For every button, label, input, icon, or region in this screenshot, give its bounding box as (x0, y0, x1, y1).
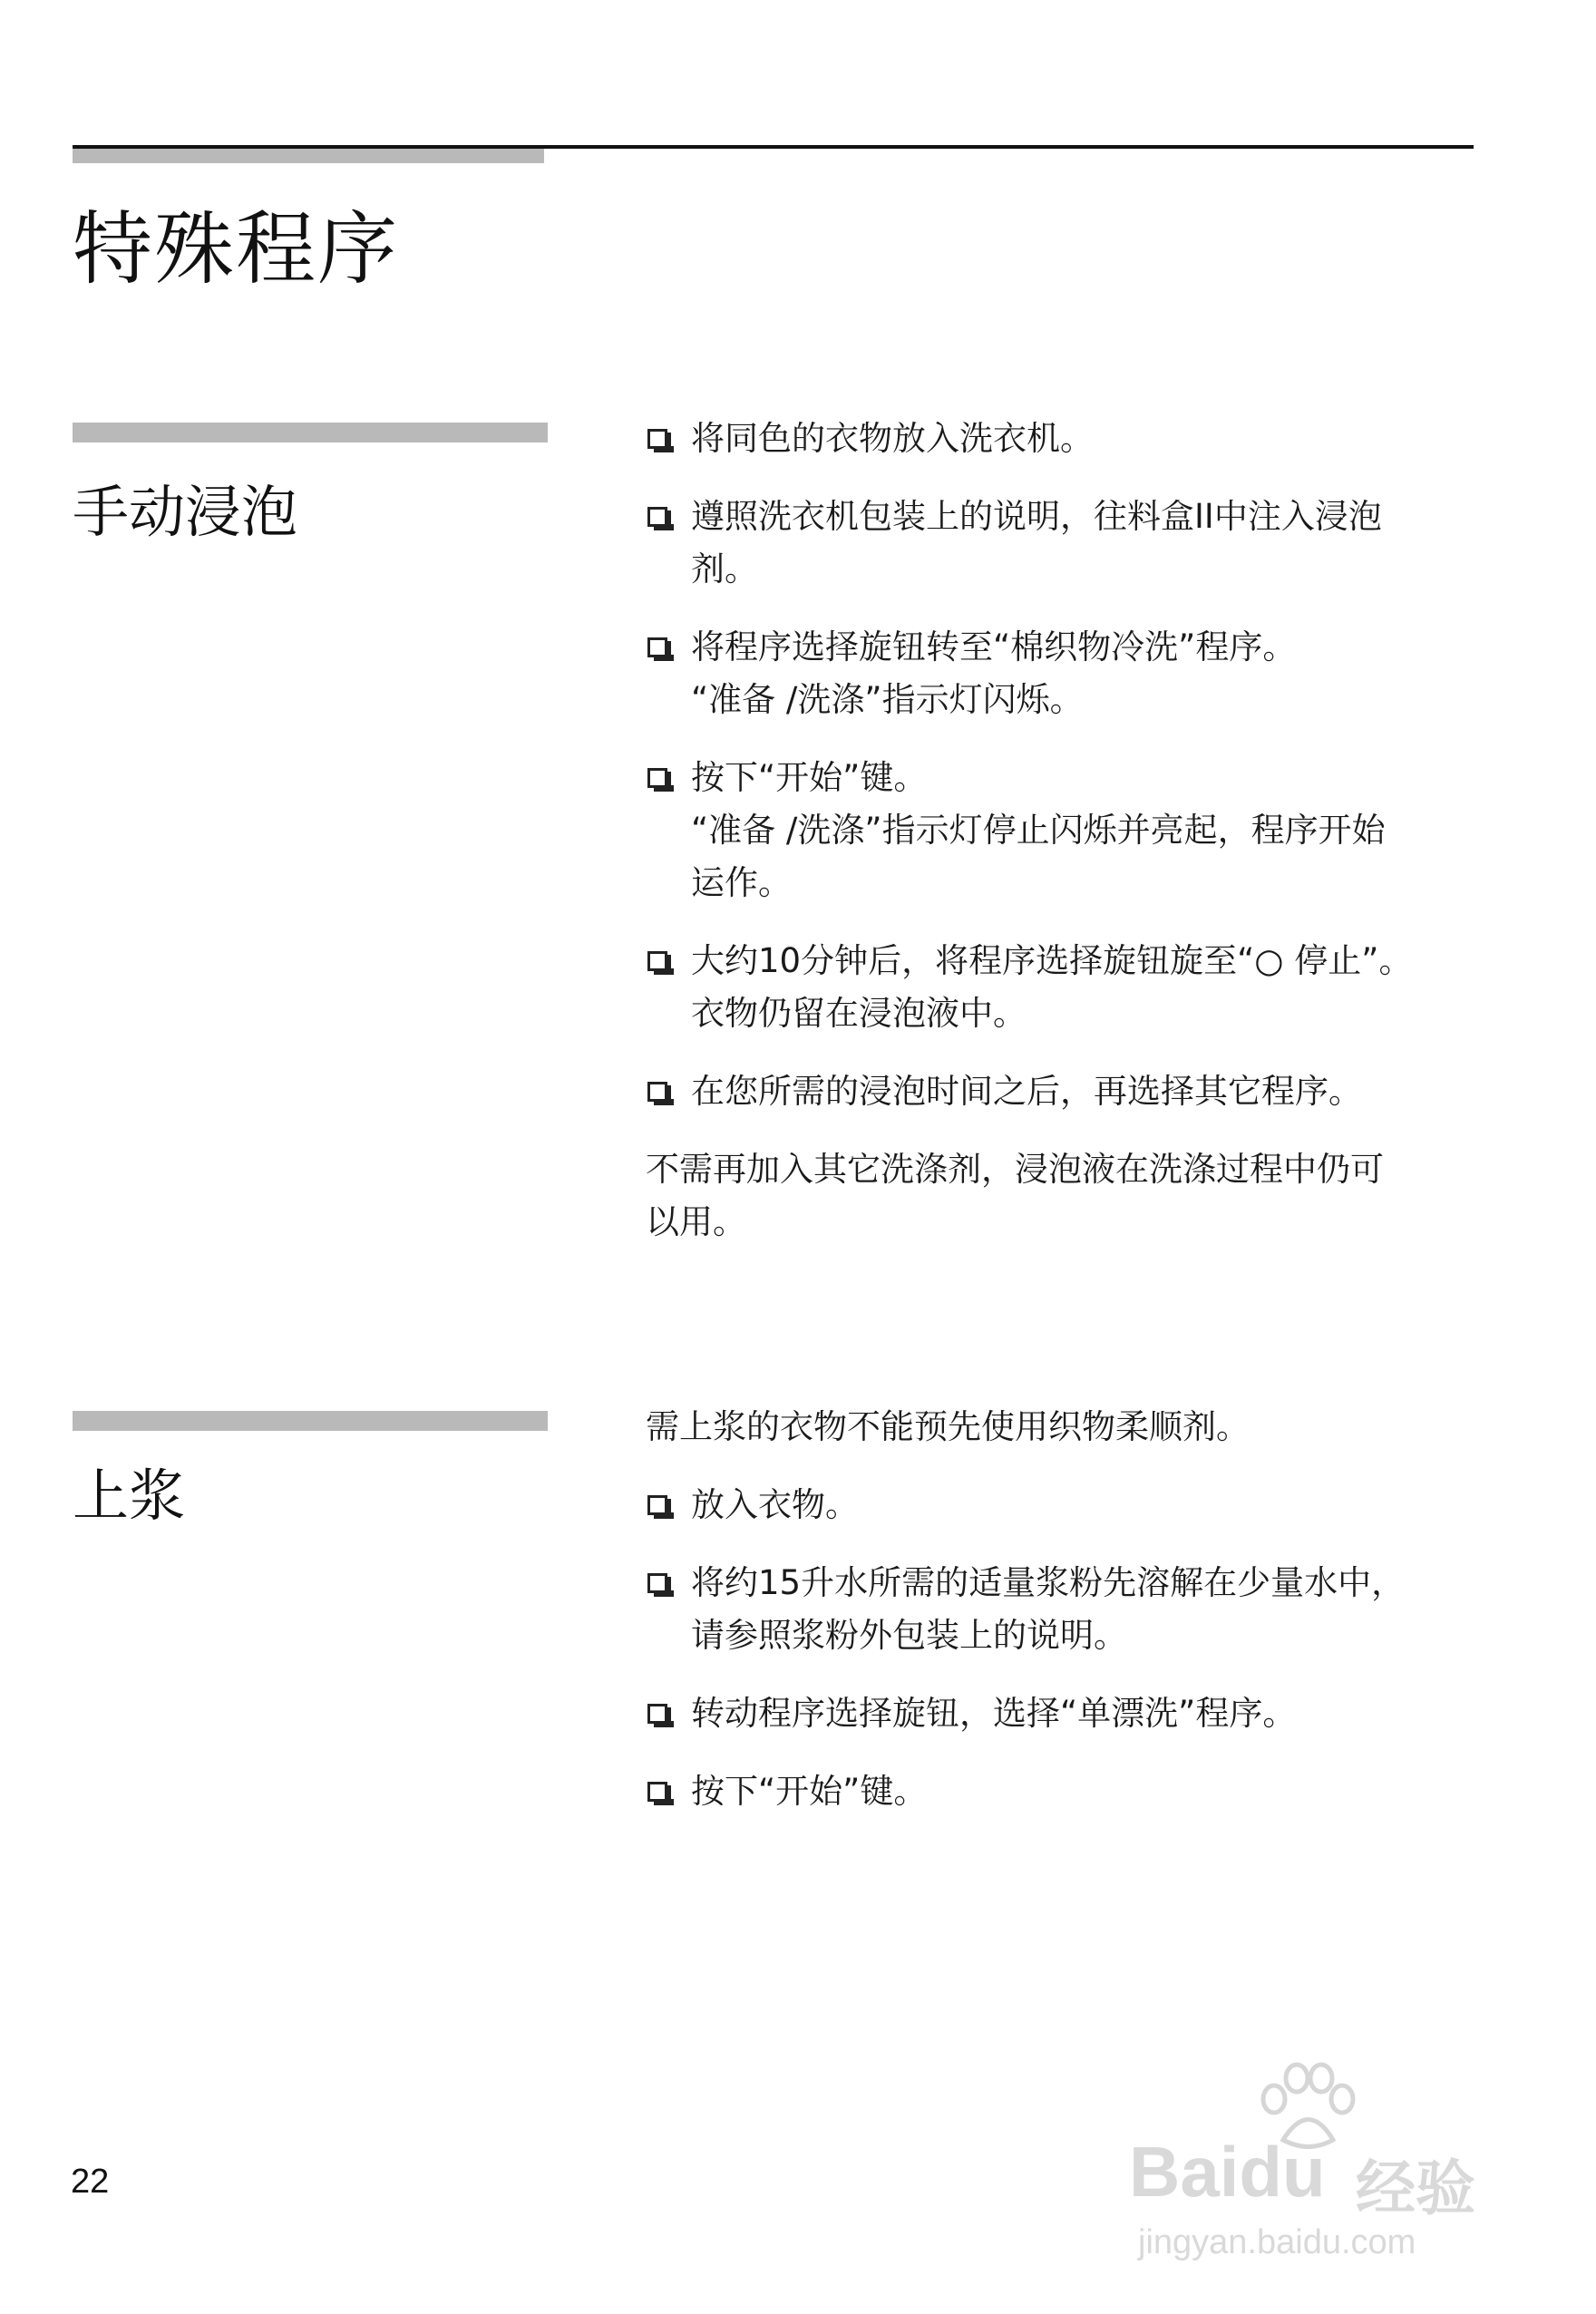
checklist-item (646, 1687, 1516, 1740)
text-line: 放入衣物。 (691, 1485, 859, 1524)
header-gray-bar (73, 147, 544, 163)
text-line: 剂。 (691, 549, 758, 588)
page-title: 特殊程序 (73, 202, 400, 296)
checklist-item (646, 752, 1516, 909)
checklist-item (646, 935, 1516, 1040)
text-line: 遵照洗衣机包装上的说明，往料盒II中注入浸泡 (691, 497, 1382, 536)
checklist-item (646, 1765, 1516, 1818)
watermark-brand: Baidu (1129, 2132, 1326, 2212)
watermark-brand-cn: 经验 (1356, 2154, 1475, 2222)
text-line: 将程序选择旋钮转至“棉织物冷洗”程序。 (691, 627, 1297, 666)
checklist-item (646, 1065, 1516, 1118)
text-line: “准备 /洗涤”指示灯闪烁。 (691, 680, 1084, 719)
text-line: 不需再加入其它洗涤剂，浸泡液在洗涤过程中仍可 (646, 1150, 1384, 1189)
text-line: 大约10分钟后，将程序选择旋钮旋至“○ 停止”。 (691, 941, 1413, 980)
checkbox-icon (647, 1782, 667, 1802)
text-line: 在您所需的浸泡时间之后，再选择其它程序。 (691, 1072, 1362, 1111)
checkbox-icon (647, 507, 667, 527)
checklist-item (646, 621, 1516, 726)
header-black-rule (73, 145, 1474, 149)
checkbox-icon (647, 1573, 667, 1593)
section-2-content (646, 1401, 1516, 1843)
paragraph (646, 1401, 1516, 1454)
paragraph (646, 1143, 1516, 1249)
watermark-url: jingyan.baidu.com (1138, 2223, 1416, 2261)
checklist-item (646, 1479, 1516, 1531)
text-line: 运作。 (691, 863, 792, 902)
section-1-title: 手动浸泡 (73, 479, 298, 545)
text-line: 转动程序选择旋钮，选择“单漂洗”程序。 (691, 1694, 1297, 1733)
checklist-item (646, 413, 1516, 465)
checkbox-icon (647, 429, 667, 449)
text-line: 将约15升水所需的适量浆粉先溶解在少量水中， (691, 1563, 1406, 1602)
baidu-watermark (1129, 2058, 1510, 2267)
text-line: “准备 /洗涤”指示灯停止闪烁并亮起，程序开始 (691, 811, 1386, 850)
text-line: 衣物仍留在浸泡液中。 (691, 994, 1027, 1033)
text-line: 需上浆的衣物不能预先使用织物柔顺剂。 (646, 1407, 1250, 1446)
checkbox-icon (647, 637, 667, 657)
section-1-content (646, 413, 1516, 1274)
text-line: 按下“开始”键。 (691, 1772, 928, 1811)
checkbox-icon (647, 768, 667, 788)
page-number: 22 (71, 2163, 110, 2201)
checkbox-icon (647, 1082, 667, 1102)
section-2-gray-bar (73, 1411, 548, 1431)
checklist-item (646, 1557, 1516, 1662)
text-line: 将同色的衣物放入洗衣机。 (691, 419, 1094, 458)
checkbox-icon (647, 951, 667, 971)
section-2-title: 上浆 (73, 1463, 186, 1529)
text-line: 请参照浆粉外包装上的说明。 (691, 1616, 1127, 1655)
text-line: 按下“开始”键。 (691, 758, 928, 797)
checklist-item (646, 491, 1516, 596)
text-line: 以用。 (646, 1202, 746, 1241)
checkbox-icon (647, 1704, 667, 1724)
section-1-gray-bar (73, 423, 548, 442)
checkbox-icon (647, 1495, 667, 1515)
